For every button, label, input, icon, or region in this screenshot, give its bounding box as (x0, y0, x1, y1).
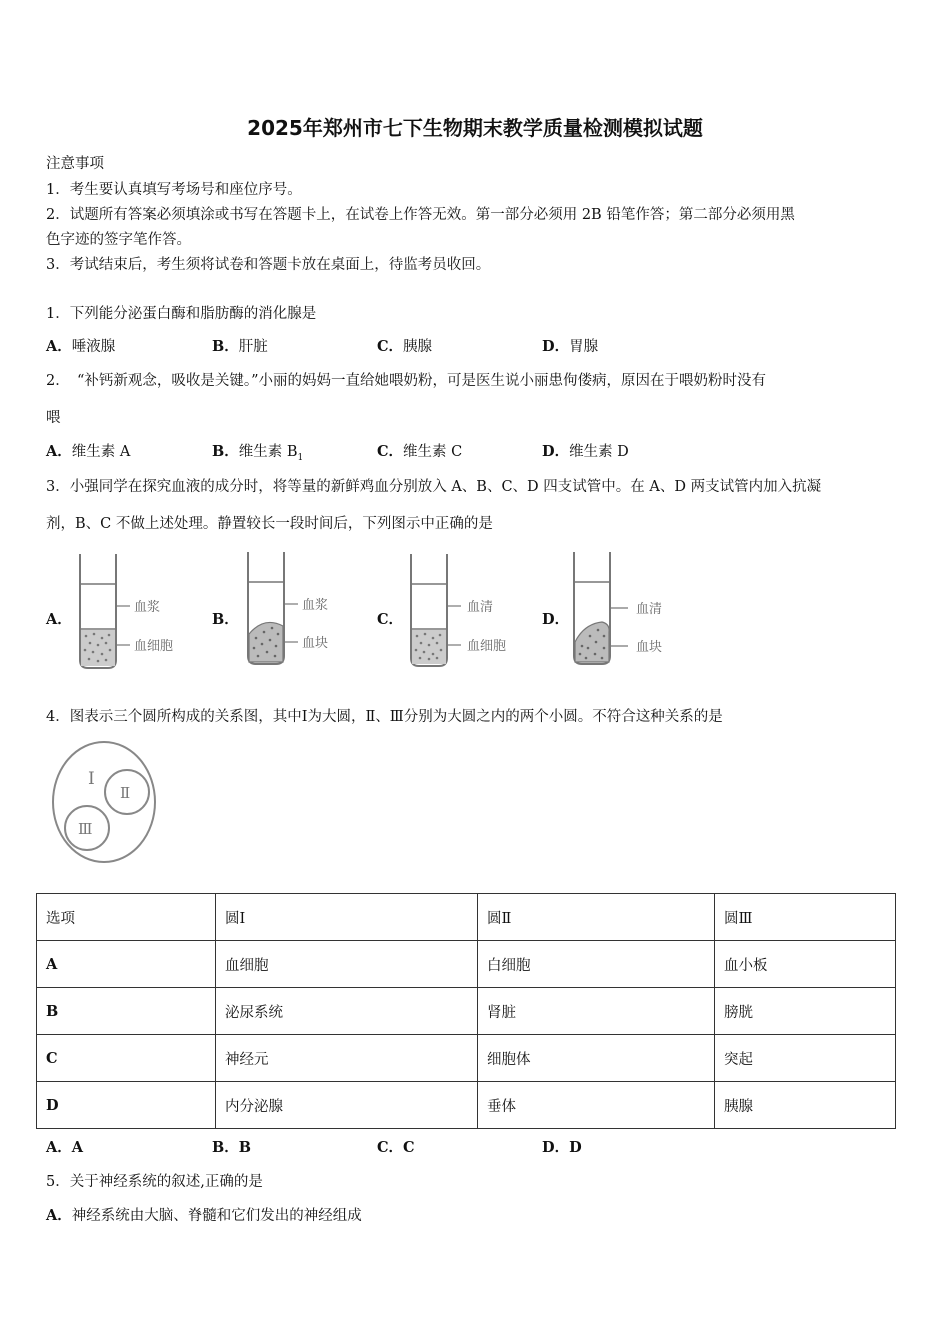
q4-option-a[interactable]: A．A (46, 1139, 84, 1156)
q1-stem: 1．下列能分泌蛋白酶和脂肪酶的消化腺是 (46, 306, 317, 322)
notice-heading: 注意事项 (46, 156, 104, 172)
test-tube-c-icon (377, 548, 537, 678)
table-cell: A (37, 941, 216, 988)
q3-option-c-letter: C． (377, 611, 404, 628)
table-cell: 泌尿系统 (216, 988, 478, 1035)
q1-option-a[interactable]: A．唾液腺 (46, 338, 116, 355)
q3-tube-d-upper-label: 血清 (636, 602, 663, 617)
q2-option-a[interactable]: A．维生素 A (46, 443, 131, 460)
table-cell: 细胞体 (478, 1035, 715, 1082)
venn-diagram-icon (50, 738, 165, 868)
q5-stem: 5．关于神经系统的叙述,正确的是 (46, 1174, 263, 1190)
q3-option-c[interactable] (377, 548, 537, 678)
q3-option-b[interactable] (212, 548, 372, 678)
notice-item: 3．考试结束后，考生须将试卷和答题卡放在桌面上，待监考员收回。 (46, 257, 491, 273)
table-cell: 白细胞 (478, 941, 715, 988)
table-cell: 肾脏 (478, 988, 715, 1035)
q3-tube-a-lower-label: 血细胞 (134, 639, 174, 654)
q4-option-d[interactable]: D．D (542, 1139, 582, 1156)
test-tube-b-icon (212, 548, 372, 678)
q3-stem-line2: 剂，B、C 不做上述处理。静置较长一段时间后，下列图示中正确的是 (46, 516, 493, 532)
q2-option-b[interactable]: B．维生素 $B_1$ (212, 443, 304, 463)
q3-tube-b-upper-label: 血浆 (302, 598, 329, 613)
table-cell: 突起 (715, 1035, 896, 1082)
q1-option-c[interactable]: C．胰腺 (377, 338, 433, 355)
table-cell: 血细胞 (216, 941, 478, 988)
q3-option-b-letter: B． (212, 611, 239, 628)
venn-label-small2: Ⅲ (78, 820, 93, 838)
table-cell: 膀胱 (715, 988, 896, 1035)
table-row (37, 1035, 896, 1082)
q4-stem: 4．图表示三个圆所构成的关系图，其中Ⅰ为大圆，Ⅱ、Ⅲ分别为大圆之内的两个小圆。不符合这种关系的是 (46, 709, 723, 725)
q2-stem-line1: 2． “补钙新观念，吸收是关键。”小丽的妈妈一直给她喂奶粉，可是医生说小丽患佝偻病，原因在于喂奶粉时没有 (46, 373, 767, 389)
page-title: 2025年郑州市七下生物期末教学质量检测模拟试题 (247, 116, 703, 140)
table-header-cell: 圆Ⅲ (715, 894, 896, 941)
q3-option-d[interactable] (542, 548, 702, 678)
q4-option-b[interactable]: B．B (212, 1139, 252, 1156)
table-row (37, 988, 896, 1035)
table-cell: 胰腺 (715, 1082, 896, 1129)
table-cell: B (37, 988, 216, 1035)
q2-option-d[interactable]: D．维生素 D (542, 443, 629, 460)
q3-option-a[interactable] (46, 548, 206, 678)
q3-tube-c-lower-label: 血细胞 (467, 639, 507, 654)
table-header-row (37, 894, 896, 941)
q5-option-a[interactable]: A．神经系统由大脑、脊髓和它们发出的神经组成 (46, 1207, 362, 1224)
test-tube-d-icon (542, 548, 702, 678)
venn-label-big: Ⅰ (88, 769, 95, 789)
q3-option-d-letter: D． (542, 611, 570, 628)
q4-table (36, 893, 896, 1129)
q3-tube-a-upper-label: 血浆 (134, 600, 161, 615)
table-row (37, 1082, 896, 1129)
q1-option-d[interactable]: D．胃腺 (542, 338, 599, 355)
table-header-cell: 圆Ⅱ (478, 894, 715, 941)
q3-stem-line1: 3．小强同学在探究血液的成分时，将等量的新鲜鸡血分别放入 A、B、C、D 四支试管中。在 A、D 两支试管内加入抗凝 (46, 479, 822, 495)
q2-stem-line2: 喂 (46, 410, 61, 426)
table-cell: 血小板 (715, 941, 896, 988)
q3-tube-d-lower-label: 血块 (636, 640, 663, 655)
test-tube-a-icon (46, 548, 206, 678)
q3-tube-c-upper-label: 血清 (467, 600, 494, 615)
table-cell: 内分泌腺 (216, 1082, 478, 1129)
table-row (37, 941, 896, 988)
q2-option-c[interactable]: C．维生素 C (377, 443, 463, 460)
q1-option-b[interactable]: B．肝脏 (212, 338, 268, 355)
table-cell: D (37, 1082, 216, 1129)
table-header-cell: 选项 (37, 894, 216, 941)
table-cell: 神经元 (216, 1035, 478, 1082)
q4-option-c[interactable]: C．C (377, 1139, 415, 1156)
table-header-cell: 圆Ⅰ (216, 894, 478, 941)
table-cell: 垂体 (478, 1082, 715, 1129)
notice-item: 1．考生要认真填写考场号和座位序号。 (46, 182, 302, 198)
table-cell: C (37, 1035, 216, 1082)
notice-item: 色字迹的签字笔作答。 (46, 232, 191, 248)
q3-option-a-letter: A． (46, 611, 72, 628)
venn-label-small1: Ⅱ (120, 784, 131, 802)
notice-item: 2．试题所有答案必须填涂或书写在答题卡上，在试卷上作答无效。第一部分必须用 2B 铅笔作答；第二部分必须用黑 (46, 207, 795, 223)
q3-tube-b-lower-label: 血块 (302, 636, 329, 651)
